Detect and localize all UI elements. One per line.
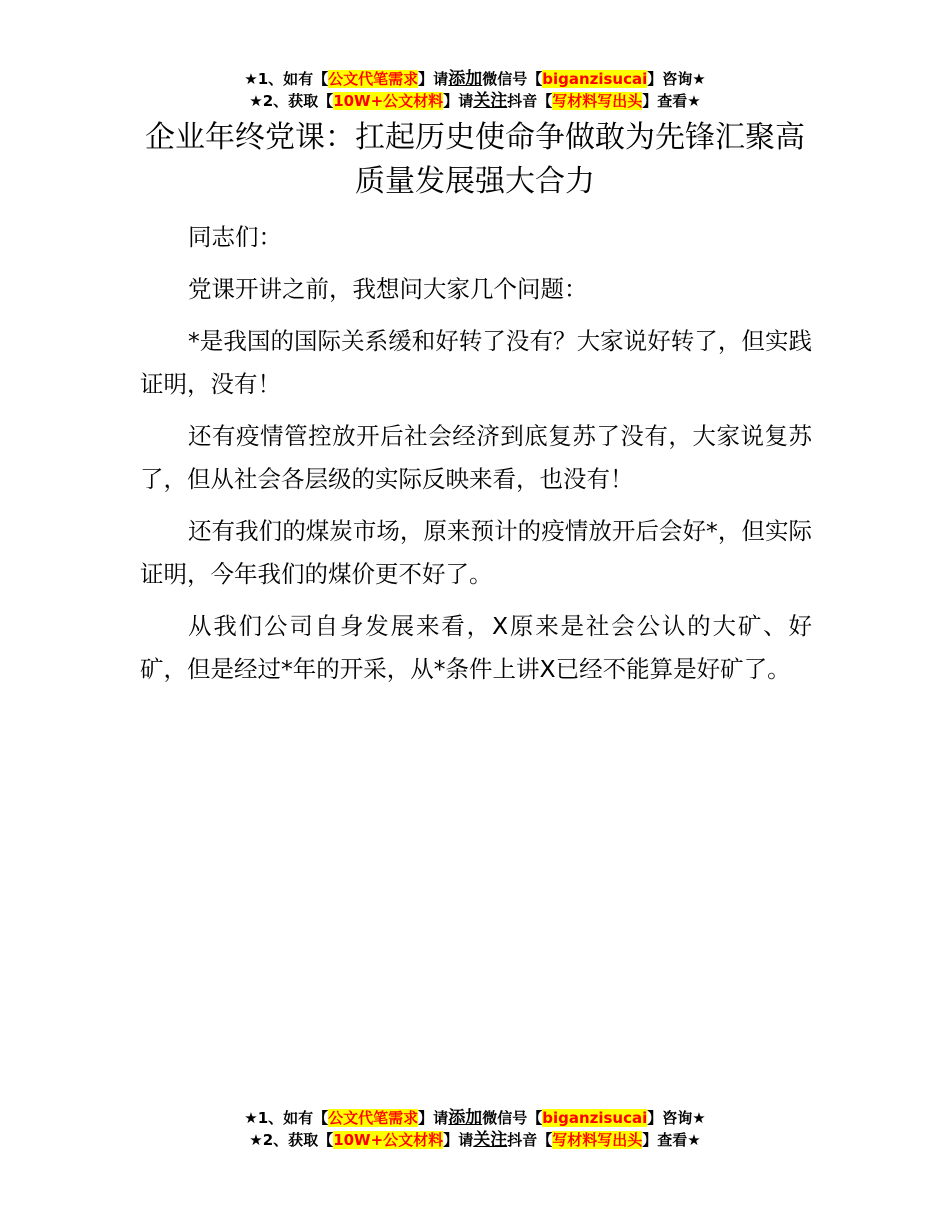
highlight-ghostwriting: 公文代笔需求: [328, 1109, 419, 1127]
document-body: [140, 216, 812, 700]
paragraph-international-relations: *是我国的国际关系缓和好转了没有？大家说好转了，但实践证明，没有！: [140, 327, 812, 398]
highlight-materials: 10W+公文材料: [333, 1131, 444, 1149]
highlight-douyin-account: 写材料写出头: [552, 1131, 643, 1149]
banner-line-2: ★2、获取【10W+公文材料】请关注抖音【写材料写出头】查看★: [249, 91, 701, 111]
highlight-douyin-account: 写材料写出头: [552, 92, 643, 110]
highlight-wechat-id: biganzisucai: [542, 1109, 648, 1127]
paragraph-company-development: 从我们公司自身发展来看，X原来是社会公认的大矿、好矿，但是经过*年的开采，从*条件上讲X已经不能算是好矿了。: [140, 612, 812, 683]
header-banner: [0, 68, 950, 112]
paragraph-economy-recovery: 还有疫情管控放开后社会经济到底复苏了没有，大家说复苏了，但从社会各层级的实际反映来看，也没有！: [140, 422, 812, 493]
paragraph-greeting: 同志们：: [188, 223, 282, 251]
highlight-wechat-id: biganzisucai: [542, 70, 648, 88]
banner-line-1: ★1、如有【公文代笔需求】请添加微信号【biganzisucai】咨询★: [244, 1108, 706, 1128]
banner-line-2: ★2、获取【10W+公文材料】请关注抖音【写材料写出头】查看★: [249, 1130, 701, 1150]
banner-line-1: ★1、如有【公文代笔需求】请添加微信号【biganzisucai】咨询★: [244, 69, 706, 89]
paragraph-coal-market: 还有我们的煤炭市场，原来预计的疫情放开后会好*，但实际证明，今年我们的煤价更不好了。: [140, 517, 812, 588]
highlight-ghostwriting: 公文代笔需求: [328, 70, 419, 88]
highlight-materials: 10W+公文材料: [333, 92, 444, 110]
paragraph-intro: 党课开讲之前，我想问大家几个问题：: [188, 275, 588, 303]
document-title: 企业年终党课：扛起历史使命争做敢为先锋汇聚高质量发展强大合力: [145, 120, 805, 199]
footer-banner: [0, 1107, 950, 1151]
